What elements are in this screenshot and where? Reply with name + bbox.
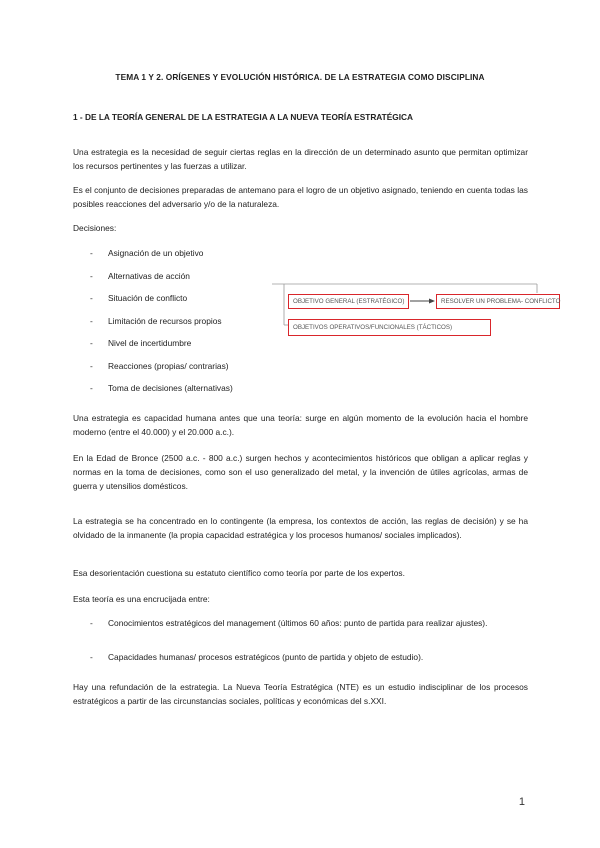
box-objetivos-operativos: OBJETIVOS OPERATIVOS/FUNCIONALES (TÁCTICOS): [288, 319, 491, 336]
list-dash: -: [90, 338, 93, 348]
list-dash: -: [90, 293, 93, 303]
page-number: 1: [518, 796, 525, 808]
paragraph-disorientation: Esa desorientación cuestiona su estatuto científico como teoría por parte de los expertos.: [73, 568, 405, 578]
box-resolver-problema: RESOLVER UN PROBLEMA- CONFLICTO: [436, 294, 560, 309]
list-dash: -: [90, 652, 93, 662]
decisions-label: Decisiones:: [73, 223, 117, 233]
list-dash: -: [90, 360, 93, 371]
list-item-text: Conocimientos estratégicos del management (últimos 60 años: punto de partida para realizar ajustes).: [108, 618, 488, 628]
list-dash: -: [90, 248, 93, 258]
box-objetivo-general: OBJETIVO GENERAL (ESTRATÉGICO): [288, 294, 409, 309]
paragraph-crossroads: Esta teoría es una encrucijada entre:: [73, 594, 210, 604]
list-item-text: Toma de decisiones (alternativas): [108, 383, 233, 393]
list-item-text: Limitación de recursos propios: [108, 315, 222, 326]
objectives-diagram: [272, 279, 570, 347]
list-item-text: Reacciones (propias/ contrarias): [108, 360, 229, 371]
paragraph-nte: Hay una refundación de la estrategia. La Nueva Teoría Estratégica (NTE) es un estudio indisciplinar de los procesos estratégicos a partir de las circunstancias sociales, políticas y económicas del s.XXI.: [73, 682, 528, 706]
list-item: [90, 650, 528, 664]
list-dash: -: [90, 383, 93, 393]
arrow-head: [429, 299, 435, 304]
list-item-text: Alternativas de acción: [108, 270, 190, 281]
list-item-text: Situación de conflicto: [108, 293, 188, 303]
diagram-connectors: [272, 279, 570, 347]
crossroads-list: [90, 616, 528, 664]
list-dash: -: [90, 315, 93, 326]
list-item-text: Capacidades humanas/ procesos estratégicos (punto de partida y objeto de estudio).: [108, 652, 424, 662]
paragraph-definition: Una estrategia es la necesidad de seguir ciertas reglas en la dirección de un determinado asunto que permitan optimizar los recursos pertinentes y las fuerzas a utilizar.: [73, 147, 528, 171]
paragraph-decisions-set: Es el conjunto de decisiones preparadas de antemano para el logro de un objetivo asignado, teniendo en cuenta todas las posibles reacciones del adversario y/o de la naturaleza.: [73, 185, 528, 209]
document-title: TEMA 1 Y 2. ORÍGENES Y EVOLUCIÓN HISTÓRICA. DE LA ESTRATEGIA COMO DISCIPLINA: [115, 72, 485, 82]
list-dash: -: [90, 618, 93, 628]
list-item: [90, 616, 528, 650]
paragraph-human-capacity: Una estrategia es capacidad humana antes que una teoría: surge en algún momento de la evolución hacia el hombre moderno (entre el 40.000) y el 20.000 a.c.).: [73, 413, 528, 437]
list-dash: -: [90, 270, 93, 281]
list-item-text: Nivel de incertidumbre: [108, 338, 192, 348]
section-heading: 1 - DE LA TEORÍA GENERAL DE LA ESTRATEGIA A LA NUEVA TEORÍA ESTRATÉGICA: [73, 112, 414, 122]
paragraph-bronze-age: En la Edad de Bronce (2500 a.c. - 800 a.c.) surgen hechos y acontecimientos históricos que obligan a aplicar reglas y normas en la toma de decisiones, como son el uso generalizado del metal, y la invención de útiles agrícolas, armas de guerra y utensilios domésticos.: [73, 453, 528, 491]
list-item-text: Asignación de un objetivo: [108, 248, 204, 258]
paragraph-contingent: La estrategia se ha concentrado en lo contingente (la empresa, los contextos de acción, las reglas de decisión) y se ha olvidado de la inmanente (la propia capacidad estratégica y los procesos humanos/ sociales implicados).: [73, 516, 528, 540]
